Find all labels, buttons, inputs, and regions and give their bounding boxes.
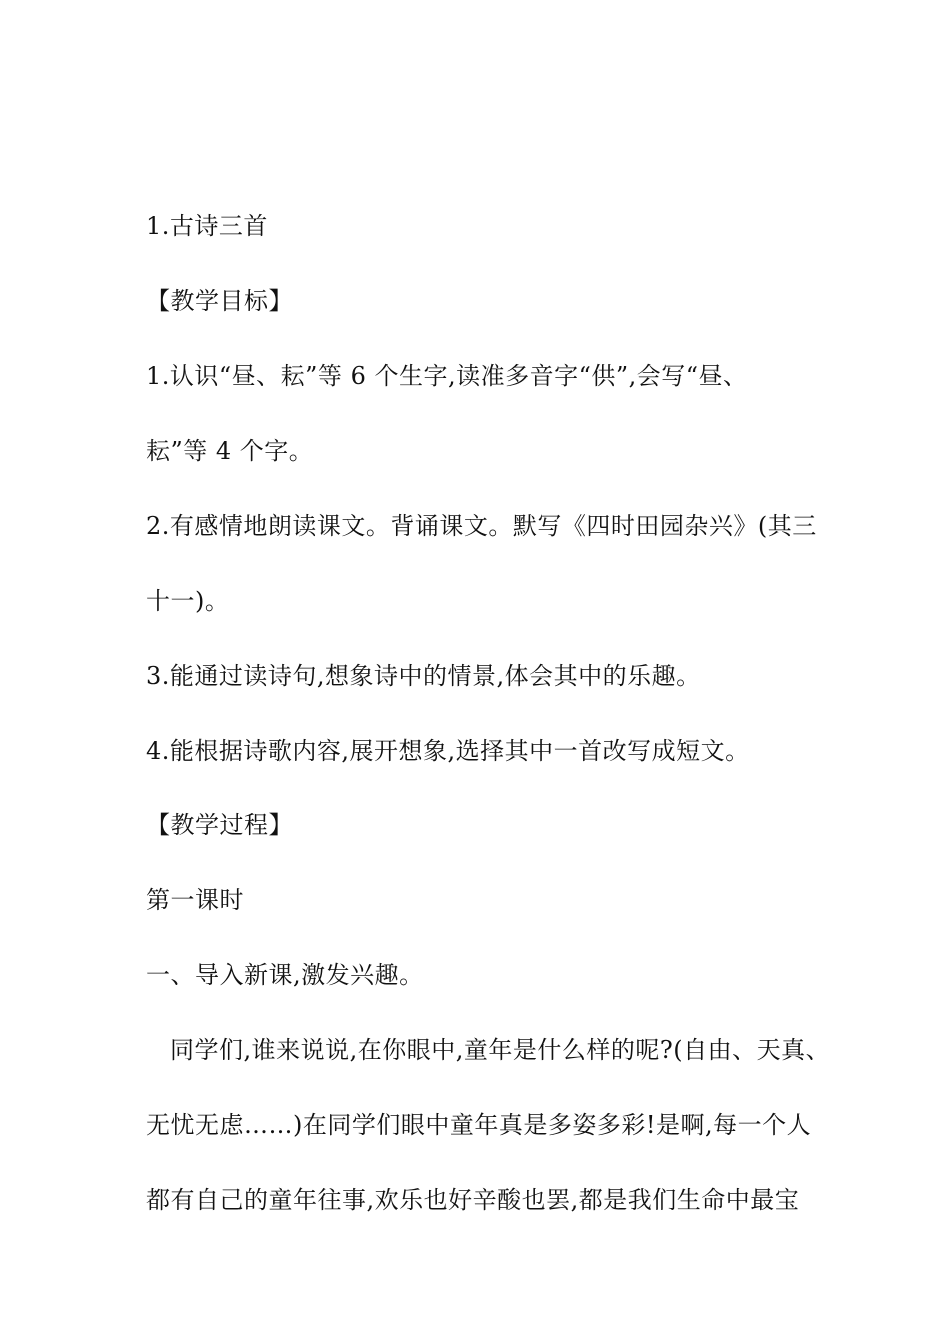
- step-1-heading: 一、导入新课,激发兴趣。: [146, 961, 424, 989]
- paragraph-line-3: 都有自己的童年往事,欢乐也好辛酸也罢,都是我们生命中最宝: [146, 1186, 800, 1214]
- lesson-period: 第一课时: [146, 886, 244, 914]
- objective-3: 3.能通过读诗句,想象诗中的情景,体会其中的乐趣。: [146, 662, 701, 690]
- lesson-title: 1.古诗三首: [146, 212, 268, 240]
- objective-4: 4.能根据诗歌内容,展开想象,选择其中一首改写成短文。: [146, 737, 750, 765]
- objective-1-line-1: 1.认识“昼、耘”等 6 个生字,读准多音字“供”,会写“昼、: [146, 362, 748, 390]
- section-heading-objectives: 【教学目标】: [146, 287, 293, 315]
- objective-1-line-2: 耘”等 4 个字。: [146, 437, 314, 465]
- section-heading-process: 【教学过程】: [146, 811, 293, 839]
- objective-2-line-1: 2.有感情地朗读课文。背诵课文。默写《四时田园杂兴》(其三: [146, 512, 817, 540]
- objective-2-line-2: 十一)。: [146, 587, 230, 615]
- paragraph-line-1: 同学们,谁来说说,在你眼中,童年是什么样的呢?(自由、天真、: [170, 1036, 831, 1064]
- paragraph-line-2: 无忧无虑……)在同学们眼中童年真是多姿多彩!是啊,每一个人: [146, 1111, 812, 1139]
